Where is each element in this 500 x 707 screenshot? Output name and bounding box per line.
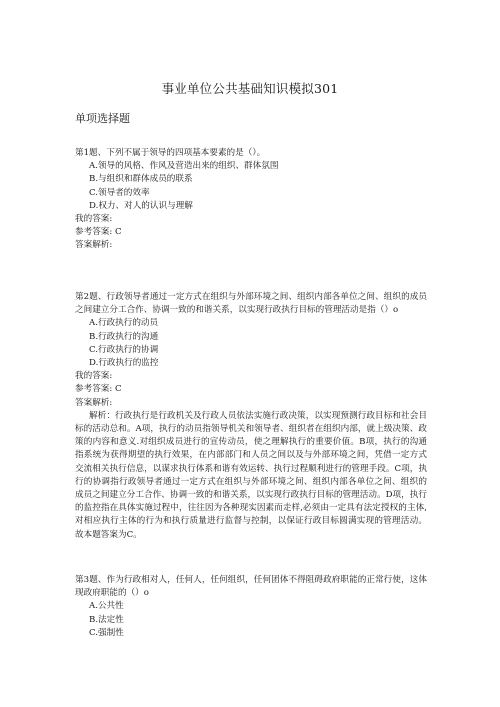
option-d: D.权力、对人的认识与理解: [89, 200, 193, 211]
option-b: B.法定性: [89, 614, 124, 625]
explanation-label: 答案解析:: [75, 397, 113, 408]
page-title: 事业单位公共基础知识模拟301: [161, 81, 339, 96]
reference-answer: 参考答案: C: [75, 227, 122, 238]
my-answer-label: 我的答案:: [75, 214, 113, 225]
question-2: [75, 291, 427, 542]
option-c: C.行政执行的协调: [89, 344, 159, 355]
option-c: C.领导者的效率: [89, 187, 150, 198]
question-stem: 第1题、下列不属于领导的四项基本要素的是（）。: [75, 148, 266, 158]
option-d: D.行政执行的监控: [89, 358, 159, 369]
section-heading: 单项选择题: [75, 112, 130, 125]
option-a: A.行政执行的动员: [89, 318, 159, 329]
option-b: B.与组织和群体成员的联系: [89, 174, 193, 185]
option-a: A.领导的风格、作风及营造出来的组织、群体氛围: [89, 161, 279, 172]
my-answer-label: 我的答案:: [75, 371, 113, 382]
option-a: A.公共性: [89, 601, 124, 612]
question-1: [75, 147, 427, 253]
option-b: B.行政执行的沟通: [89, 331, 159, 342]
explanation-text: 解析：行政执行是行政机关及行政人员依法实施行政决策，以实现预测行政目标和社会目标的活动总和。A项，执行的动员指领导机关和领导者、组织者在组织内部，就上级决策、政策的内容和意义.对组织成员进行的宣传动员，使之理解执行的重要价值。B项，执行的沟通指系统为获得期望的执行效果，在内部部门和人员之间以及与外部环境之间，凭借一定方式交流相关执行信息，以谋求执行体系和谐有效运转、执行过程顺利进行的管理手段。C项，执行的协调指行政领导者通过一定方式在组织与外部环境之间、组织内部各单位之间、组织的成员之间建立分工合作、协调一致的和谐关系，以实现行政执行目标的管理活动。D项，执行的监控指在具体实施过程中，往往因为各种现实因素而走样,必须由一定具有法定授权的主体,对相应执行主体的行为和执行质量进行监督与控制，以保证行政目标圆满实现的管理活动。故本题答案为C。: [75, 410, 427, 540]
option-c: C.强制性: [89, 627, 124, 638]
question-3: [75, 574, 427, 640]
reference-answer: 参考答案: C: [75, 384, 122, 395]
explanation-label: 答案解析:: [75, 240, 113, 251]
question-stem: 第3题、作为行政相对人，任何人，任何组织，任何团体不得阻碍政府职能的正常行使，这体现政府职能的（）o: [75, 575, 427, 599]
question-stem: 第2题、行政领导者通过一定方式在组织与外部环境之间、组织内部各单位之间、组织的成员之间建立分工合作、协调一致的和谐关系，以实现行政执行目标的管理活动是指（）o: [75, 292, 427, 316]
